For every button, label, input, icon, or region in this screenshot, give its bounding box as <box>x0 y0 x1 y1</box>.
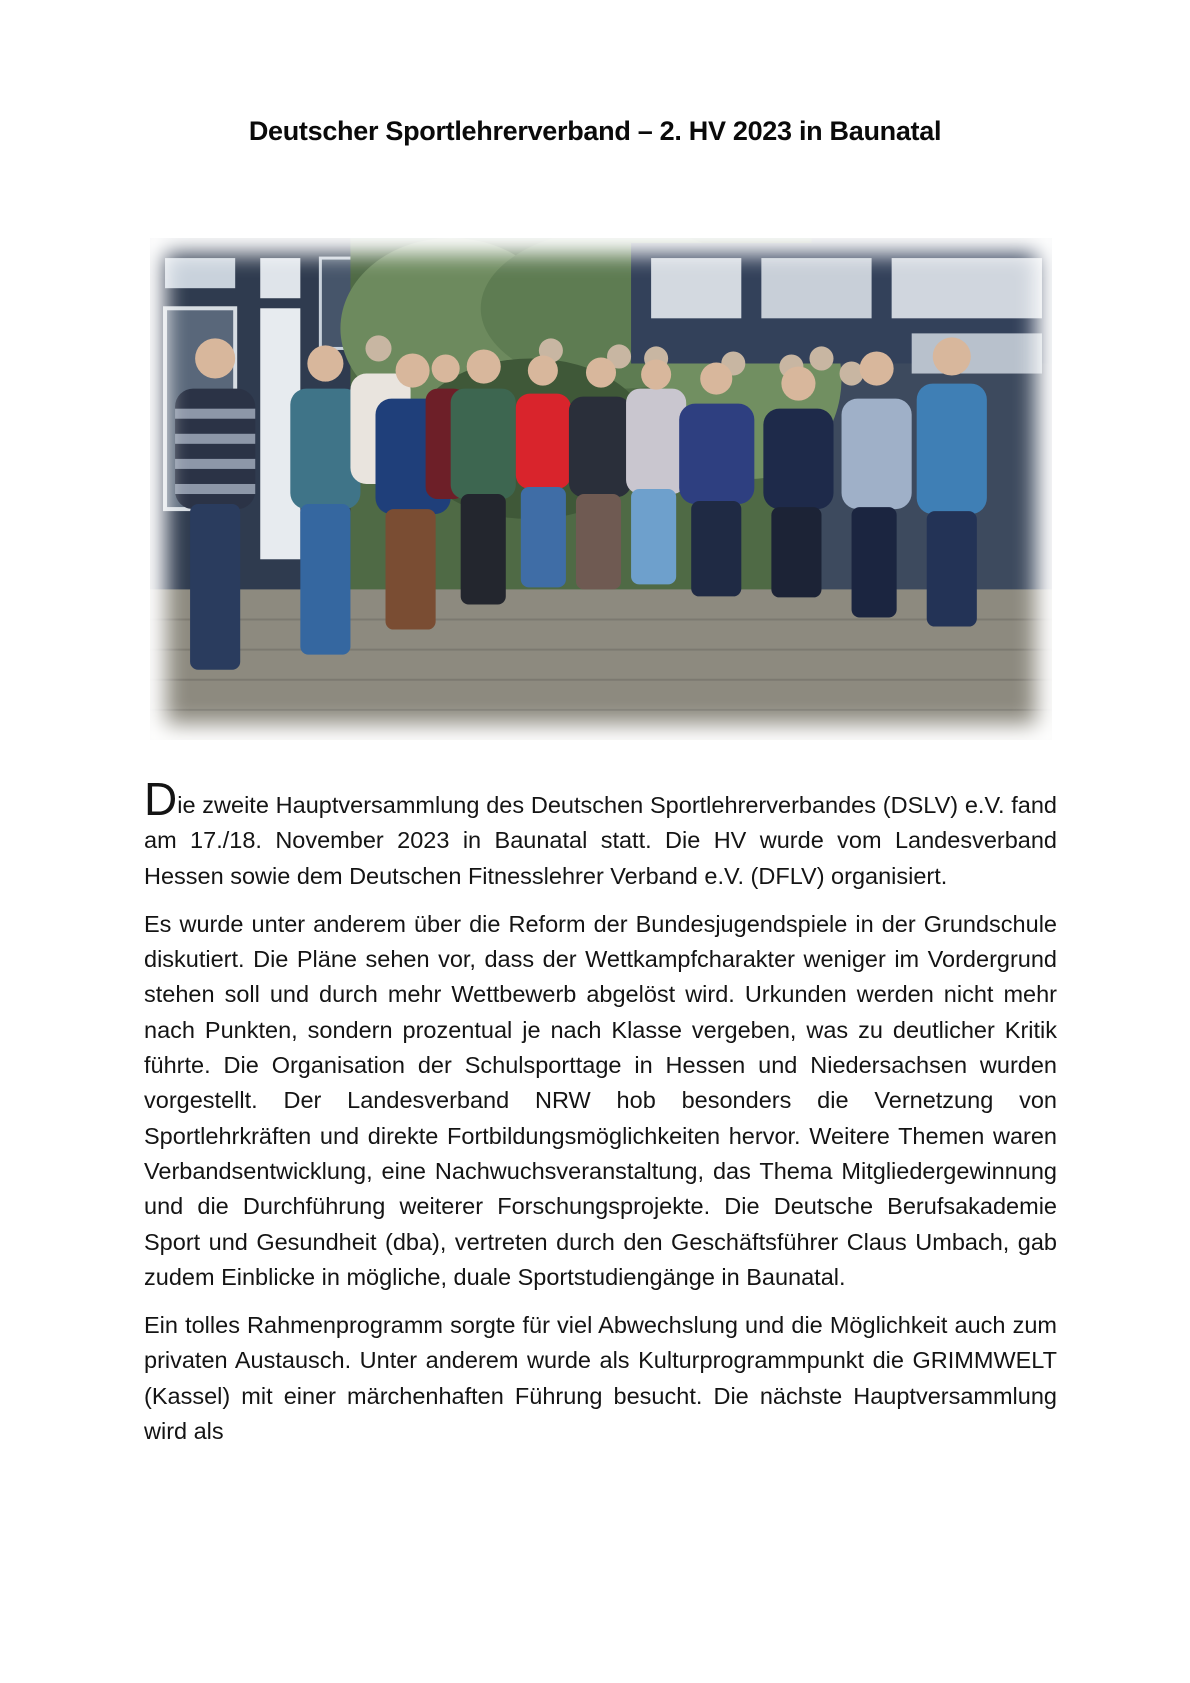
person <box>516 394 571 489</box>
brick-paving <box>150 589 1052 740</box>
person <box>679 404 754 504</box>
paragraph-text: ie zweite Hauptversammlung des Deutschen Sportlehrerverbandes (DSLV) e.V. fand am 17./18. November 2023 in Baunatal statt. Die HV wurde vom Landesverband Hessen sowie dem Deutschen Fitnesslehrer Verband e.V. (DFLV) organisiert. <box>144 792 1057 889</box>
paragraph-topics: Es wurde unter anderem über die Reform der Bundesjugendspiele in der Grundschule diskutiert. Die Pläne sehen vor, dass der Wettkampfcharakter weniger im Vordergrund stehen soll und durch mehr Wettbewerb abgelöst wird. Urkunden werden nicht mehr nach Punkten, sondern prozentual je nach Klasse vergeben, was zu deutlicher Kritik führte. Die Organisation der Schulsporttage in Hessen und Niedersachsen wurden vorgestellt. Der Landesverband NRW hob besonders die Vernetzung von Sportlehrkräften und direkte Fortbildungsmöglichkeiten hervor. Weitere Themen waren Verbandsentwicklung, eine Nachwuchsveranstaltung, das Thema Mitgliedergewinnung und die Durchführung weiterer Forschungsprojekte. Die Deutsche Berufsakademie Sport und Gesundheit (dba), vertreten durch den Geschäftsführer Claus Umbach, gab zudem Einblicke in mögliche, duale Sportstudiengänge in Baunatal. <box>144 910 1057 1290</box>
drop-cap: D <box>144 773 178 825</box>
window <box>260 258 300 298</box>
window <box>912 333 1042 373</box>
window <box>651 258 741 318</box>
paragraph-program: Ein tolles Rahmenprogramm sorgte für viel Abwechslung und die Möglichkeit auch zum privaten Austausch. Unter anderem wurde als Kulturprogrammpunkt die GRIMMWELT (Kassel) mit einer märchenhaften Führung besucht. Die nächste Hauptversammlung wird als <box>144 1312 1057 1445</box>
group-photo <box>150 238 1052 740</box>
person <box>290 389 360 509</box>
person <box>626 389 686 494</box>
person <box>569 397 631 497</box>
group-photo-illustration <box>150 238 1052 740</box>
page-title: Deutscher Sportlehrerverband – 2. HV 2023 in Baunatal <box>248 116 942 146</box>
window <box>165 258 235 288</box>
window <box>892 258 1042 318</box>
person <box>842 399 912 509</box>
window <box>761 258 871 318</box>
article-body <box>144 773 1057 1462</box>
person <box>763 409 833 509</box>
person <box>451 389 516 499</box>
person <box>917 384 987 515</box>
paragraph-intro <box>144 773 1057 894</box>
